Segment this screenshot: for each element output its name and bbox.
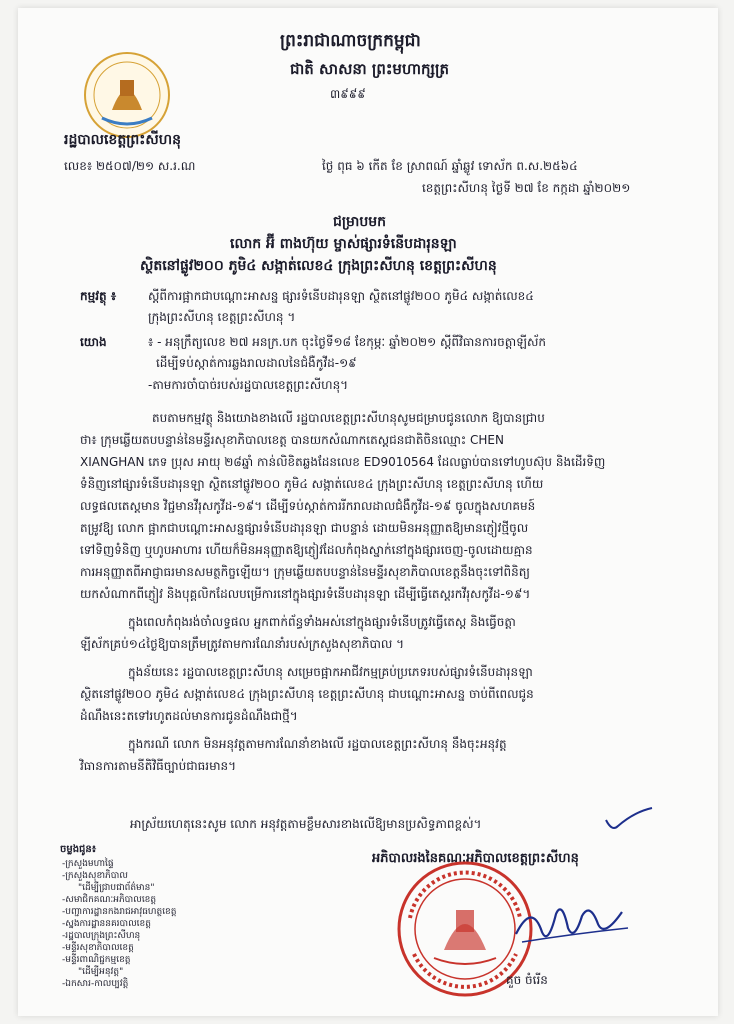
cc-item: "ដើម្បីជ្រាបជាព័ត៌មាន" xyxy=(78,883,155,893)
addressee-label: ជម្រាបមក xyxy=(333,214,387,230)
cc-item: -សមាជិកគណៈអភិបាលខេត្ត xyxy=(62,895,157,905)
reference-label: យោង xyxy=(80,335,107,349)
handwritten-signature xyxy=(512,894,632,954)
motto-ornament: ៣៩៩៩ xyxy=(330,87,366,101)
body-line: ទំនិញនៅផ្សារទំនើបដារុនឡា ស្ថិតនៅផ្លូវ២០០ ភូមិ៤ សង្កាត់លេខ៤ ក្រុងព្រះសីហនុ ខេត្តព្រះសីហនុ ហើយ xyxy=(80,477,544,491)
addressee-address: ស្ថិតនៅផ្លូវ២០០ ភូមិ៤ សង្កាត់លេខ៤ ក្រុងព្រះសីហនុ ខេត្តព្រះសីហនុ xyxy=(140,258,497,274)
cc-item: -បញ្ជាការដ្ឋានកងរាជអាវុធហត្ថខេត្ត xyxy=(62,907,177,917)
cc-heading: ចម្លងជូន៖ xyxy=(60,844,97,855)
cc-item: "ដើម្បីអនុវត្ត" xyxy=(78,967,124,977)
body-line: ទៅទិញទំនិញ ឬហូបអាហារ ហើយក៏មិនអនុញ្ញាតឱ្យភ្ញៀវដែលកំពុងស្នាក់នៅក្នុងផ្សារចេញ-ចូលដោយគ្មាន xyxy=(80,543,533,557)
body-line: តបតាមកម្មវត្ថុ និងយោងខាងលើ រដ្ឋបាលខេត្តព្រះសីហនុសូមជម្រាបជូនលោក ឱ្យបានជ្រាប xyxy=(152,411,545,425)
addressee-name: លោក អ៊ី ពាងហ៊ុយ ម្ចាស់ផ្សារទំនើបដារុនឡា xyxy=(230,236,457,252)
body-line: យកសំណាកពីភ្ញៀវ និងបុគ្គលិកដែលបម្រើការនៅក្នុងផ្សារទំនើបដារុនឡា ដើម្បីធ្វើតេស្តរកវីរុសកូវីដ-១៩។ xyxy=(80,587,531,601)
solar-date: ខេត្តព្រះសីហនុ ថ្ងៃទី ២៧ ខែ កក្កដា ឆ្នាំ២០២១ xyxy=(422,181,631,195)
nation-motto: ជាតិ សាសនា ព្រះមហាក្សត្រ xyxy=(290,60,449,78)
lunar-date: ថ្ងៃ ពុធ ៦ កើត ខែ ស្រាពណ៍ ឆ្នាំឆ្លូវ ទោស័ក ព.ស.២៥៦៤ xyxy=(322,159,578,173)
cc-item: -ក្រសួងសុខាភិបាល xyxy=(62,871,128,881)
issuer-name: រដ្ឋបាលខេត្តព្រះសីហនុ xyxy=(64,132,181,148)
subject-line-1: ស្តីពីការផ្អាកជាបណ្តោះអាសន្ន ផ្សារទំនើបដារុនឡា ស្ថិតនៅផ្លូវ២០០ ភូមិ៤ សង្កាត់លេខ៤ xyxy=(148,289,534,303)
cc-item: -មន្ទីរសុខាភិបាលខេត្ត xyxy=(62,943,134,953)
body-line: ការអនុញ្ញាតពីអាជ្ញាធរមានសមត្ថកិច្ចឡើយ។ ក្រុមឆ្លើយតបបន្ទាន់នៃមន្ទីរសុខាភិបាលខេត្តនឹងចុះទៅពិនិត្យ xyxy=(80,565,530,579)
body-line: ថា៖ ក្រុមឆ្លើយតបបន្ទាន់នៃមន្ទីរសុខាភិបាលខេត្ត បានយកសំណាកតេស្តជនជាតិចិនឈ្មោះ CHEN xyxy=(80,433,504,447)
kingdom-heading: ព្រះរាជាណាចក្រកម្ពុជា xyxy=(280,31,421,51)
cc-item: -មន្ទីរពាណិជ្ជកម្មខេត្ត xyxy=(62,955,131,965)
body-line: ក្នុងករណី លោក មិនអនុវត្តតាមការណែនាំខាងលើ រដ្ឋបាលខេត្តព្រះសីហនុ នឹងចុះអនុវត្ត xyxy=(128,737,507,751)
body-line: ដំណឹងនេះតទៅរហូតដល់មានការជូនដំណឹងជាថ្មី។ xyxy=(80,709,298,723)
reference-line-1: ៖ - អនុក្រឹត្យលេខ ២៧ អនក្រ.បក ចុះថ្ងៃទី១៨ ខែកុម្ភៈ ឆ្នាំ២០២១ ស្តីពីវិធានការចត្តាឡីស័ក xyxy=(148,335,547,349)
body-line: ឡីស័កគ្រប់១៤ថ្ងៃឱ្យបានត្រឹមត្រូវតាមការណែនាំរបស់ក្រសួងសុខាភិបាល ។ xyxy=(80,637,405,651)
document-number: លេខ៖ ២៥០៧/២១ ស.រ.ណ xyxy=(64,159,196,173)
cc-item: -រដ្ឋបាលក្រុងព្រះសីហនុ xyxy=(62,931,141,941)
body-line: តម្រូវឱ្យ លោក ផ្អាកជាបណ្តោះអាសន្នផ្សារទំនើបដារុនឡា ជាបន្ទាន់ ដោយមិនអនុញ្ញាតឱ្យមានភ្ញៀវថ្មីចូល xyxy=(80,521,529,535)
provincial-emblem-logo xyxy=(82,50,172,140)
signatory-title: អភិបាលរងនៃគណៈអភិបាលខេត្តព្រះសីហនុ xyxy=(372,851,579,866)
subject-line-2: ក្រុងព្រះសីហនុ ខេត្តព្រះសីហនុ ។ xyxy=(148,310,296,324)
body-line: ក្នុងន័យនេះ រដ្ឋបាលខេត្តព្រះសីហនុ សម្រេចផ្អាកអាជីវកម្មគ្រប់ប្រភេទរបស់ផ្សារទំនើបដារុនឡា xyxy=(128,665,533,679)
closing-line: អាស្រ័យហេតុនេះសូម លោក អនុវត្តតាមខ្លឹមសារខាងលើឱ្យមានប្រសិទ្ធភាពខ្ពស់។ xyxy=(130,817,482,831)
handwritten-check-mark xyxy=(604,806,654,836)
signatory-name: គួច ចំរើន xyxy=(506,973,548,987)
reference-line-2: ដើម្បីទប់ស្កាត់ការឆ្លងរាលដាលនៃជំងឺកូវីដ-១៩ xyxy=(156,356,357,370)
reference-line-3: -តាមការចាំបាច់របស់រដ្ឋបាលខេត្តព្រះសីហនុ។ xyxy=(148,378,349,392)
cc-item: -ស្នងការដ្ឋាននគរបាលខេត្ត xyxy=(62,919,151,929)
body-line: លទ្ធផលតេស្តមាន វិជ្ជមានវីរុសកូវីដ-១៩។ ដើម្បីទប់ស្កាត់ការរីករាលដាលជំងឺកូវីដ-១៩ ចូលក្នុងសហគមន៍ xyxy=(80,499,536,513)
body-line: ស្ថិតនៅផ្លូវ២០០ ភូមិ៤ សង្កាត់លេខ៤ ក្រុងព្រះសីហនុ ខេត្តព្រះសីហនុ ជាបណ្តោះអាសន្ន ចាប់ពីពេលជូន xyxy=(80,687,534,701)
subject-label: កម្មវត្ថុ ៖ xyxy=(80,289,117,303)
cc-item: -ឯកសារ-កាលប្បវត្តិ xyxy=(62,979,129,989)
cc-item: -ក្រសួងមហាផ្ទៃ xyxy=(62,859,114,869)
body-line: វិធានការតាមនីតិវិធីច្បាប់ជាធរមាន។ xyxy=(80,759,237,773)
body-line: ក្នុងពេលកំពុងរង់ចាំលទ្ធផល អ្នកពាក់ព័ន្ធទាំងអស់នៅក្នុងផ្សារទំនើបត្រូវធ្វើតេស្ត និងធ្វើចត្តា xyxy=(128,615,516,629)
body-line: XIANGHAN ភេទ ប្រុស អាយុ ២៨ឆ្នាំ កាន់លិខិតឆ្លងដែនលេខ ED9010564 ដែលធ្លាប់បានទៅហូបស៊ុប និងដើរទិញ xyxy=(80,455,606,469)
